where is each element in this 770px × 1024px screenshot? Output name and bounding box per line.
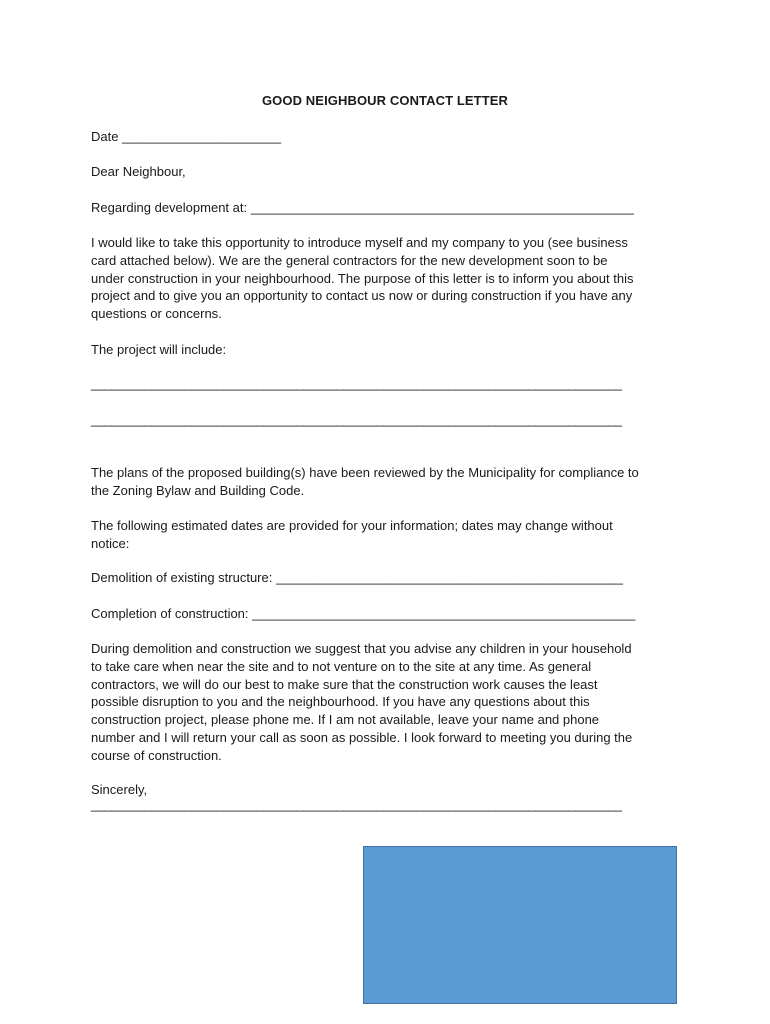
- date-line: Date ______________________: [91, 129, 282, 144]
- regarding-line: Regarding development at: _____________________________________________________: [91, 200, 634, 215]
- intro-paragraph: I would like to take this opportunity to introduce myself and my company to you (see business card attached below). We are the general contractors for the new development soon to be under construction in your neighbourhood. The purpose of this letter is to inform you about this project and to give you an opportunity to contact us now or during construction if you have any questions or concerns.: [91, 235, 634, 322]
- demolition-line: Demolition of existing structure: ________________________________________________: [91, 570, 624, 585]
- plans-paragraph: The plans of the proposed building(s) have been reviewed by the Municipality for compliance to the Zoning Bylaw and Building Code.: [91, 465, 639, 498]
- closing: Sincerely,: [91, 782, 148, 797]
- signature-line: ________________________________________________________________________________: [91, 797, 622, 812]
- project-blank-line-2: ________________________________________________________________________________: [91, 412, 622, 427]
- letter-title: GOOD NEIGHBOUR CONTACT LETTER: [261, 93, 509, 108]
- project-include-label: The project will include:: [91, 342, 227, 357]
- completion-line: Completion of construction: _____________________________________________________: [91, 606, 636, 621]
- business-card-placeholder: [363, 846, 677, 1004]
- dates-paragraph: The following estimated dates are provided for your information; dates may change without notice:: [91, 518, 613, 551]
- salutation: Dear Neighbour,: [91, 164, 186, 179]
- safety-paragraph: During demolition and construction we suggest that you advise any children in your household to take care when near the site and to not venture on to the site at any time. As general contractors, we will do our best to make sure that the construction work causes the least possible disruption to you and the neighbourhood. If you have any questions about this construction project, please phone me. If I am not available, leave your name and phone number and I will return your call as soon as possible. I look forward to meeting you during the course of construction.: [91, 641, 633, 763]
- project-blank-line-1: ________________________________________________________________________________: [91, 376, 622, 391]
